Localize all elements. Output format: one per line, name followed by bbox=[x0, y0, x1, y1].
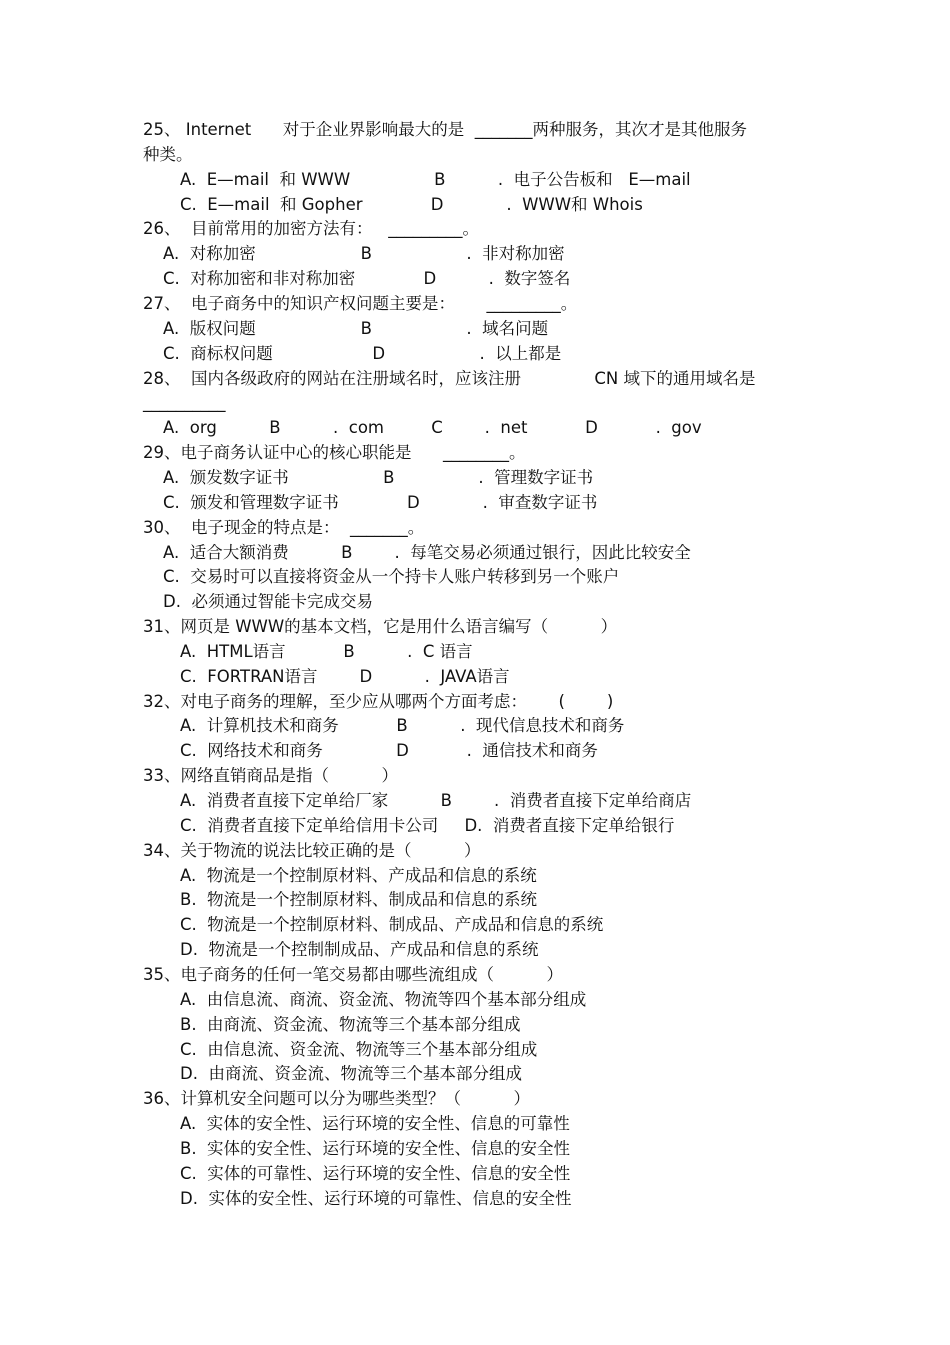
line-text: A. 适合大额消费 B . 每笔交易必须通过银行，因此比较安全 bbox=[163, 542, 691, 562]
line-text: 35、电子商务的任何一笔交易都由哪些流组成（ ） bbox=[143, 964, 563, 984]
line-text: D. 由商流、资金流、物流等三个基本部分组成 bbox=[180, 1064, 522, 1084]
option-line bbox=[180, 168, 800, 192]
line-text: __________ bbox=[143, 393, 226, 413]
line-text: 29、电子商务认证中心的核心职能是 ________。 bbox=[143, 443, 526, 463]
line-text: D. 必须通过智能卡完成交易 bbox=[163, 592, 373, 612]
line-text: A. 物流是一个控制原材料、产成品和信息的系统 bbox=[180, 865, 537, 885]
line-text: 28、 国内各级政府的网站在注册域名时，应该注册 CN 域下的通用域名是 bbox=[143, 368, 756, 388]
line-text: A. HTML语言 B . C 语言 bbox=[180, 641, 473, 661]
question-line bbox=[143, 615, 800, 639]
option-line bbox=[180, 640, 800, 664]
option-line bbox=[180, 1062, 800, 1086]
option-line bbox=[180, 1112, 800, 1136]
line-text: A. 消费者直接下定单给厂家 B . 消费者直接下定单给商店 bbox=[180, 791, 692, 810]
option-line bbox=[163, 242, 800, 266]
line-text: A. 实体的安全性、运行环境的安全性、信息的可靠性 bbox=[180, 1114, 570, 1133]
line-text: 30、 电子现金的特点是： _______。 bbox=[143, 517, 425, 537]
question-line bbox=[143, 391, 800, 415]
line-text: C. 颁发和管理数字证书 D . 审查数字证书 bbox=[163, 492, 598, 512]
option-line bbox=[180, 714, 800, 738]
question-line bbox=[143, 217, 800, 241]
option-line bbox=[163, 342, 800, 366]
question-line bbox=[143, 764, 800, 788]
line-text: D. 物流是一个控制制成品、产成品和信息的系统 bbox=[180, 940, 539, 960]
option-line bbox=[180, 739, 800, 763]
line-text: C. 网络技术和商务 D . 通信技术和商务 bbox=[180, 741, 598, 761]
line-text: C. 商标权问题 D . 以上都是 bbox=[163, 343, 562, 363]
option-line bbox=[180, 665, 800, 689]
line-text: 26、 目前常用的加密方法有： _________。 bbox=[143, 219, 479, 239]
option-line bbox=[180, 988, 800, 1012]
line-text: C. 物流是一个控制原材料、制成品、产成品和信息的系统 bbox=[180, 915, 604, 935]
question-line bbox=[143, 690, 800, 714]
option-line bbox=[163, 590, 800, 614]
option-line bbox=[180, 864, 800, 888]
line-text: B. 实体的安全性、运行环境的安全性、信息的安全性 bbox=[180, 1138, 571, 1158]
option-line bbox=[180, 193, 800, 217]
option-line bbox=[180, 1187, 800, 1211]
option-line bbox=[163, 491, 800, 515]
line-text: A. E—mail 和 WWW B . 电子公告板和 E—mail bbox=[180, 169, 691, 189]
line-text: A. 计算机技术和商务 B . 现代信息技术和商务 bbox=[180, 716, 625, 736]
line-text: D. 实体的安全性、运行环境的可靠性、信息的安全性 bbox=[180, 1188, 572, 1208]
line-text: B. 由商流、资金流、物流等三个基本部分组成 bbox=[180, 1014, 521, 1034]
option-line bbox=[180, 789, 800, 813]
option-line bbox=[180, 913, 800, 937]
question-line bbox=[143, 367, 800, 391]
question-line bbox=[143, 143, 800, 167]
option-line bbox=[163, 317, 800, 341]
line-text: 33、网络直销商品是指（ ） bbox=[143, 766, 398, 786]
option-line bbox=[180, 814, 800, 838]
option-line bbox=[163, 565, 800, 589]
option-line bbox=[180, 938, 800, 962]
option-line bbox=[163, 466, 800, 490]
question-line bbox=[143, 516, 800, 540]
line-text: A. org B . com C . net D . gov bbox=[163, 418, 702, 438]
question-line bbox=[143, 118, 800, 142]
option-line bbox=[180, 888, 800, 912]
line-text: A. 颁发数字证书 B . 管理数字证书 bbox=[163, 467, 594, 487]
line-text: A. 对称加密 B . 非对称加密 bbox=[163, 244, 565, 264]
line-text: B. 物流是一个控制原材料、制成品和信息的系统 bbox=[180, 890, 538, 910]
line-text: A. 由信息流、商流、资金流、物流等四个基本部分组成 bbox=[180, 989, 587, 1009]
option-line bbox=[180, 1013, 800, 1037]
line-text: C. 实体的可靠性、运行环境的安全性、信息的安全性 bbox=[180, 1163, 571, 1183]
line-text: C. 消费者直接下定单给信用卡公司 D. 消费者直接下定单给银行 bbox=[180, 815, 675, 835]
question-line bbox=[143, 1087, 800, 1111]
option-line bbox=[163, 416, 800, 440]
line-text: 25、 Internet 对于企业界影响最大的是 _______两种服务，其次才是其他服务 bbox=[143, 120, 747, 139]
option-line bbox=[180, 1038, 800, 1062]
line-text: 32、对电子商务的理解，至少应从哪两个方面考虑： ( ) bbox=[143, 691, 614, 711]
line-text: C. 交易时可以直接将资金从一个持卡人账户转移到另一个账户 bbox=[163, 567, 620, 587]
question-line bbox=[143, 839, 800, 863]
question-line bbox=[143, 441, 800, 465]
line-text: 34、关于物流的说法比较正确的是（ ） bbox=[143, 840, 481, 860]
option-line bbox=[180, 1137, 800, 1161]
option-line bbox=[163, 267, 800, 291]
option-line bbox=[180, 1162, 800, 1186]
question-line bbox=[143, 963, 800, 987]
line-text: 27、 电子商务中的知识产权问题主要是： _________。 bbox=[143, 294, 578, 313]
line-text: 31、网页是 WWW的基本文档，它是用什么语言编写（ ） bbox=[143, 617, 618, 636]
line-text: A. 版权问题 B . 域名问题 bbox=[163, 318, 549, 338]
option-line bbox=[163, 541, 800, 565]
line-text: C. FORTRAN语言 D . JAVA语言 bbox=[180, 666, 510, 686]
line-text: 36、计算机安全问题可以分为哪些类型？（ ） bbox=[143, 1089, 530, 1109]
line-text: C. 由信息流、资金流、物流等三个基本部分组成 bbox=[180, 1039, 538, 1059]
line-text: C. E—mail 和 Gopher D . WWW和 Whois bbox=[180, 194, 643, 214]
question-line bbox=[143, 292, 800, 316]
line-text: C. 对称加密和非对称加密 D . 数字签名 bbox=[163, 269, 571, 289]
line-text: 种类。 bbox=[143, 144, 193, 164]
